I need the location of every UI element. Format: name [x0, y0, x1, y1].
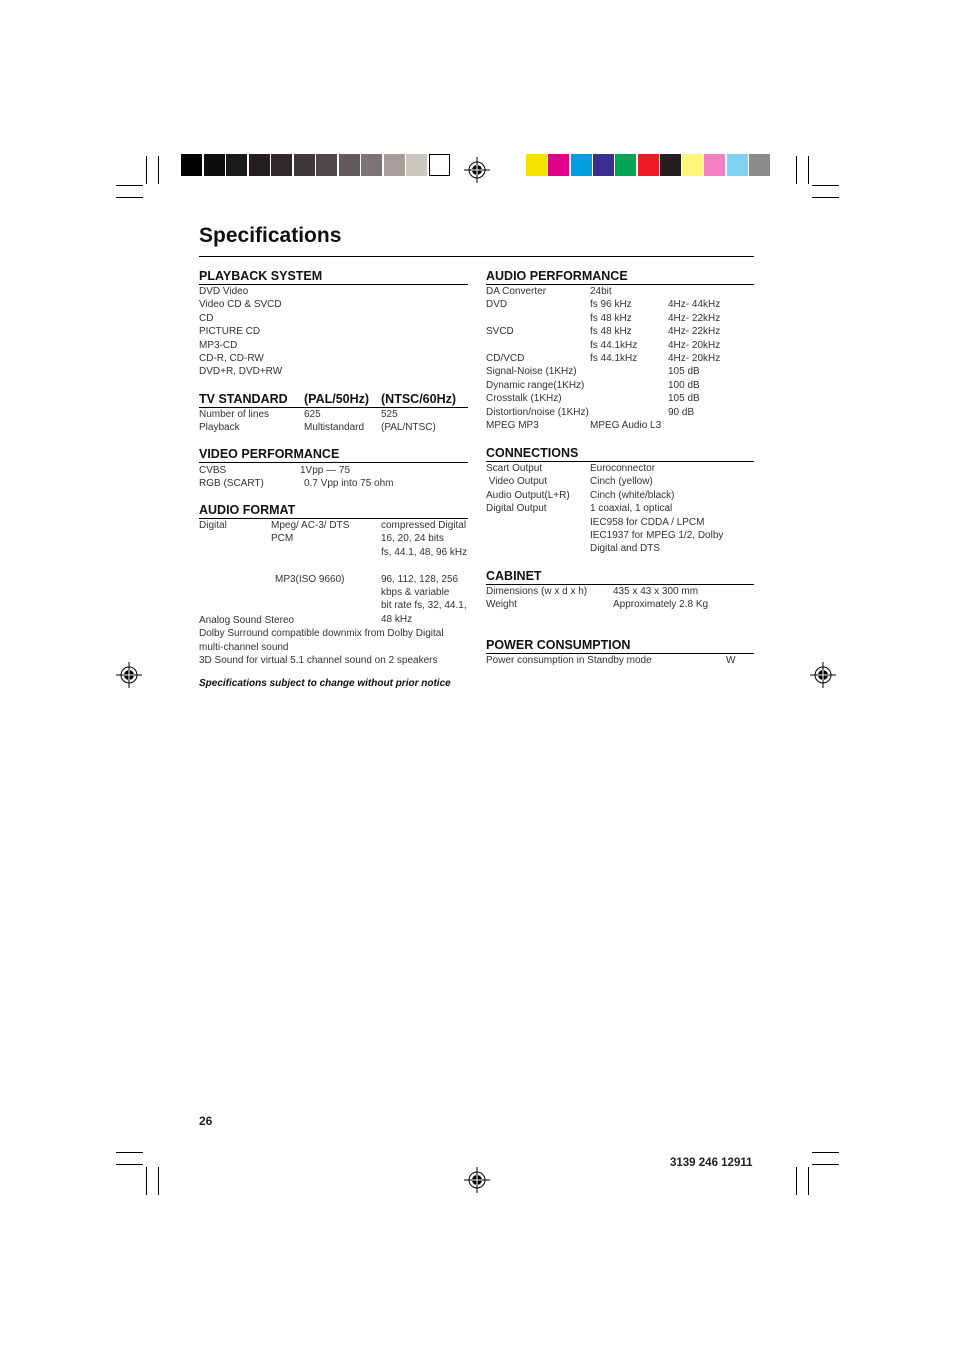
video-labels	[199, 464, 264, 491]
table-cell: 525	[381, 409, 398, 420]
table-cell: Digital and DTS	[590, 543, 661, 555]
audio-format-label: Digital	[199, 520, 227, 531]
list-item: Dolby Surround compatible downmix from Dolby Digital	[199, 628, 444, 640]
tv-heading-pal: (PAL/50Hz)	[304, 392, 370, 406]
list-item: CD-R, CD-RW	[199, 353, 264, 365]
audio-perf-labels	[486, 285, 589, 432]
section-heading-tv-standard: TV STANDARD	[199, 392, 288, 406]
table-cell: 4Hz- 22kHz	[668, 312, 721, 324]
color-swatch	[727, 154, 748, 176]
table-cell: PCM	[271, 533, 294, 545]
tv-row-pal	[304, 408, 364, 435]
gray-swatch	[271, 154, 292, 176]
table-cell: Multistandard	[304, 422, 365, 434]
tv-heading-ntsc: (NTSC/60Hz)	[381, 392, 457, 406]
section-heading-playback: PLAYBACK SYSTEM	[199, 269, 323, 283]
gray-swatch	[316, 154, 337, 176]
gray-swatch	[339, 154, 360, 176]
table-cell: Mpeg/ AC-3/ DTS	[271, 520, 350, 531]
table-cell: Audio Output(L+R)	[486, 489, 570, 501]
table-cell: kbps & variable	[381, 587, 450, 599]
table-cell: 105 dB	[668, 393, 700, 405]
connections-values	[590, 462, 723, 556]
table-cell	[271, 559, 349, 572]
registration-mark-icon	[116, 662, 142, 688]
table-cell	[668, 419, 720, 432]
table-cell: fs, 44.1, 48, 96 kHz	[381, 546, 468, 558]
registration-mark-icon	[464, 157, 490, 183]
video-values	[300, 464, 394, 491]
color-swatch	[593, 154, 614, 176]
table-cell: Cinch (yellow)	[590, 476, 653, 488]
table-cell: (PAL/NTSC)	[381, 422, 436, 434]
table-cell: Crosstalk (1KHz)	[486, 393, 562, 405]
color-swatch	[749, 154, 770, 176]
section-heading-connections: CONNECTIONS	[486, 446, 579, 460]
table-cell: Euroconnector	[590, 463, 656, 474]
table-cell: fs 48 kHz	[590, 312, 632, 324]
section-heading-audio-format: AUDIO FORMAT	[199, 503, 296, 517]
section-heading-audio-performance: AUDIO PERFORMANCE	[486, 269, 628, 283]
table-cell: bit rate fs, 32, 44.1,	[381, 600, 467, 612]
table-cell: 100 dB	[668, 379, 700, 391]
tv-row-ntsc	[381, 408, 436, 435]
table-cell: 435 x 43 x 300 mm	[613, 586, 699, 597]
color-swatch	[704, 154, 725, 176]
table-cell: CVBS	[199, 465, 227, 476]
table-cell: 4Hz- 22kHz	[668, 326, 721, 338]
table-cell: MPEG MP3	[486, 419, 539, 431]
table-cell: Distortion/noise (1KHz)	[486, 406, 589, 418]
table-cell: SVCD	[486, 326, 514, 338]
tv-row-label	[199, 408, 269, 435]
power-unit: W	[726, 655, 736, 666]
table-cell: Video Output	[486, 476, 547, 488]
section-rule	[199, 462, 468, 463]
section-heading-video: VIDEO PERFORMANCE	[199, 447, 340, 461]
title-rule	[199, 256, 754, 257]
cabinet-labels	[486, 585, 587, 612]
list-item: PICTURE CD	[199, 326, 261, 338]
table-cell: DA Converter	[486, 286, 547, 297]
table-cell: fs 44.1kHz	[590, 352, 638, 364]
table-cell	[590, 379, 661, 392]
color-swatch	[682, 154, 703, 176]
table-cell: fs 96 kHz	[590, 299, 632, 311]
color-swatch	[615, 154, 636, 176]
gray-swatch	[361, 154, 382, 176]
table-cell: Dimensions (w x d x h)	[486, 586, 588, 597]
cabinet-values	[613, 585, 708, 612]
list-item: 3D Sound for virtual 5.1 channel sound on 2 speakers	[199, 655, 438, 667]
table-cell: Playback	[199, 422, 240, 434]
table-cell: 0.7 Vpp into 75 ohm	[304, 478, 394, 490]
table-cell: IEC1937 for MPEG 1/2, Dolby	[590, 530, 724, 542]
page-number: 26	[199, 1114, 213, 1128]
color-swatch	[571, 154, 592, 176]
table-cell: 105 dB	[668, 366, 700, 378]
table-cell	[486, 312, 589, 325]
audio-perf-values	[668, 285, 720, 432]
power-label: Power consumption in Standby mode	[486, 655, 652, 666]
table-cell: 1 coaxial, 1 optical	[590, 503, 673, 515]
table-cell	[271, 546, 349, 559]
table-cell	[668, 285, 720, 298]
registration-mark-icon	[810, 662, 836, 688]
table-cell: fs 48 kHz	[590, 326, 632, 338]
table-cell: MPEG Audio L3	[590, 419, 662, 431]
list-item: DVD+R, DVD+RW	[199, 366, 283, 378]
table-cell: MP3(ISO 9660)	[275, 573, 345, 585]
section-heading-power: POWER CONSUMPTION	[486, 638, 631, 652]
table-cell	[486, 339, 589, 352]
color-swatch	[638, 154, 659, 176]
table-cell: RGB (SCART)	[199, 478, 264, 490]
table-cell: 4Hz- 20kHz	[668, 352, 721, 364]
table-cell: Signal-Noise (1KHz)	[486, 366, 577, 378]
table-cell: 4Hz- 44kHz	[668, 299, 721, 311]
list-item: multi-channel sound	[199, 641, 289, 653]
table-cell: 96, 112, 128, 256	[381, 573, 459, 585]
gray-swatch	[294, 154, 315, 176]
gray-swatch	[429, 154, 450, 176]
list-item: CD	[199, 312, 214, 324]
playback-list	[199, 285, 282, 379]
gray-swatch	[406, 154, 427, 176]
list-item: MP3-CD	[199, 339, 238, 351]
table-cell	[590, 406, 661, 419]
table-cell: Number of lines	[199, 409, 270, 420]
table-cell: 48 kHz	[381, 613, 413, 625]
gray-swatch	[249, 154, 270, 176]
connections-labels	[486, 462, 570, 516]
gray-swatch	[226, 154, 247, 176]
table-cell: CD/VCD	[486, 352, 525, 364]
table-cell: compressed Digital	[381, 520, 467, 531]
table-cell: 90 dB	[668, 406, 695, 418]
color-swatch	[660, 154, 681, 176]
table-cell: 625	[304, 409, 321, 420]
table-cell	[381, 559, 467, 572]
table-cell: Approximately 2.8 Kg	[613, 599, 709, 611]
color-swatch	[548, 154, 569, 176]
gray-swatch	[181, 154, 202, 176]
table-cell	[590, 392, 661, 405]
table-cell: Digital Output	[486, 503, 547, 515]
table-cell: 16, 20, 24 bits	[381, 533, 444, 545]
audio-format-extra	[199, 614, 444, 668]
table-cell: Scart Output	[486, 463, 543, 474]
audio-perf-sampling	[590, 285, 661, 432]
section-heading-cabinet: CABINET	[486, 569, 542, 583]
table-cell: 4Hz- 20kHz	[668, 339, 721, 351]
registration-mark-icon	[464, 1167, 490, 1193]
audio-format-codecs	[271, 519, 349, 586]
document-code: 3139 246 12911	[670, 1157, 753, 1169]
table-cell: Cinch (white/black)	[590, 489, 675, 501]
table-cell: Weight	[486, 599, 517, 611]
color-swatch	[526, 154, 547, 176]
disclaimer-note: Specifications subject to change without prior notice	[199, 678, 451, 689]
list-item: DVD Video	[199, 286, 249, 297]
table-cell: IEC958 for CDDA / LPCM	[590, 516, 705, 528]
table-cell: 24bit	[590, 286, 612, 297]
list-item: Analog Sound Stereo	[199, 615, 295, 626]
table-cell: 1Vpp — 75	[300, 465, 351, 476]
table-cell	[590, 365, 661, 378]
audio-format-details	[381, 519, 467, 626]
table-cell: fs 44.1kHz	[590, 339, 638, 351]
gray-swatch	[204, 154, 225, 176]
page-title: Specifications	[199, 224, 342, 247]
list-item: Video CD & SVCD	[199, 299, 282, 311]
table-cell: Dynamic range(1KHz)	[486, 379, 585, 391]
gray-swatch	[384, 154, 405, 176]
table-cell: DVD	[486, 299, 508, 311]
